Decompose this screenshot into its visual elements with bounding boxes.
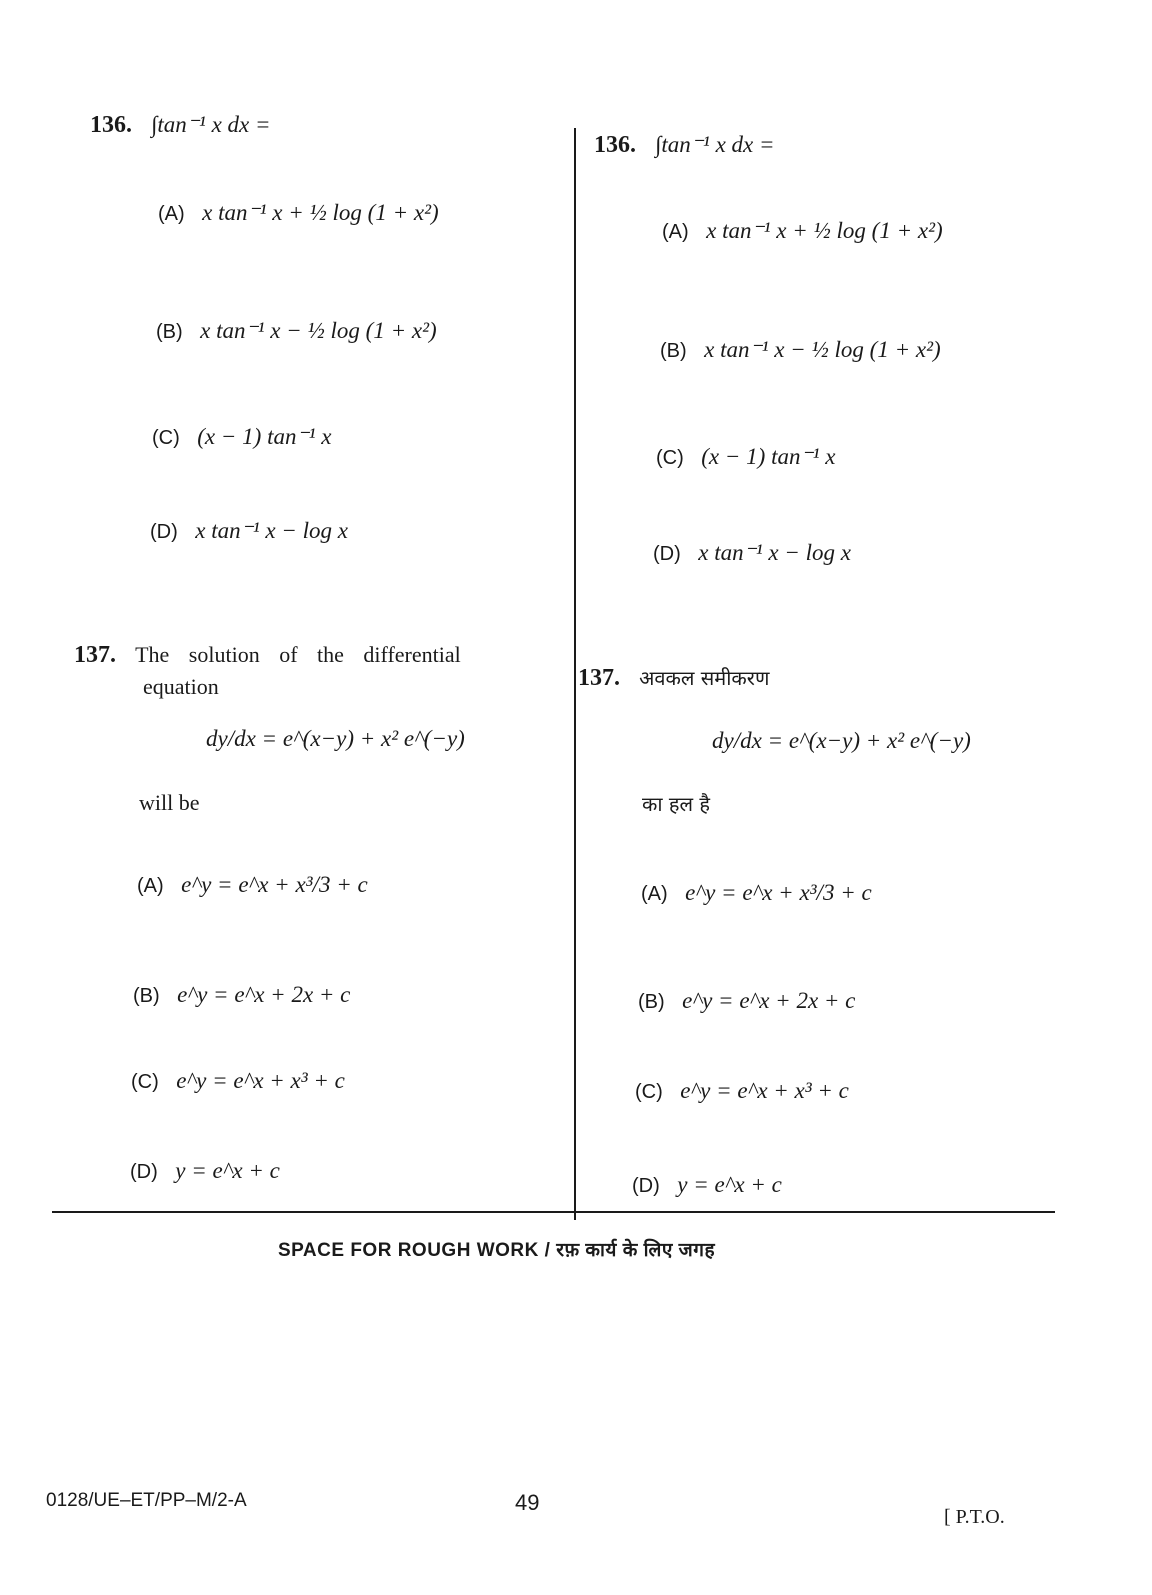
- question-number: 137.: [74, 642, 116, 668]
- option-label: (A): [662, 221, 689, 243]
- option-text: y = e^x + c: [175, 1158, 280, 1183]
- question-number: 137.: [578, 665, 620, 691]
- question-stem-tail: will be: [139, 790, 200, 815]
- option-label: (B): [638, 991, 665, 1013]
- question-stem: ∫tan⁻¹ x dx =: [655, 132, 775, 157]
- option-d-136-left: [150, 518, 348, 544]
- option-a-136-left: [158, 200, 439, 226]
- option-d-136-right: [653, 540, 851, 566]
- question-136-right: [594, 132, 775, 159]
- rough-work-rule: [52, 1211, 1055, 1213]
- question-137-left: [74, 642, 461, 669]
- option-a-137-left: [137, 872, 368, 898]
- option-text: e^y = e^x + x³/3 + c: [685, 880, 872, 905]
- option-a-137-right: [641, 880, 872, 906]
- question-136-left: [90, 112, 271, 139]
- option-text: x tan⁻¹ x − ½ log (1 + x²): [200, 318, 437, 343]
- option-text: (x − 1) tan⁻¹ x: [701, 444, 836, 469]
- option-d-137-left: [130, 1158, 280, 1184]
- option-a-136-right: [662, 218, 943, 244]
- option-text: y = e^x + c: [677, 1172, 782, 1197]
- question-number: 136.: [90, 112, 132, 138]
- option-d-137-right: [632, 1172, 782, 1198]
- question-stem-line2: equation: [143, 674, 219, 699]
- option-c-136-left: [152, 424, 331, 450]
- paper-code: 0128/UE–ET/PP–M/2-A: [46, 1490, 247, 1511]
- page-number: 49: [515, 1490, 540, 1515]
- differential-equation: dy/dx = e^(x−y) + x² e^(−y): [712, 728, 971, 753]
- option-label: (D): [150, 521, 178, 543]
- option-b-137-left: [133, 982, 350, 1008]
- option-c-137-right: [635, 1078, 849, 1104]
- option-c-137-left: [131, 1068, 345, 1094]
- rough-work-label: SPACE FOR ROUGH WORK / रफ़ कार्य के लिए जगह: [278, 1240, 716, 1261]
- option-label: (D): [632, 1175, 660, 1197]
- option-c-136-right: [656, 444, 835, 470]
- option-text: e^y = e^x + 2x + c: [177, 982, 351, 1007]
- option-text: e^y = e^x + 2x + c: [682, 988, 856, 1013]
- option-b-137-right: [638, 988, 855, 1014]
- question-stem-tail-hindi: का हल है: [642, 792, 711, 816]
- option-text: x tan⁻¹ x − ½ log (1 + x²): [704, 337, 941, 362]
- option-b-136-left: [156, 318, 437, 344]
- option-text: x tan⁻¹ x + ½ log (1 + x²): [202, 200, 439, 225]
- option-text: e^y = e^x + x³/3 + c: [181, 872, 368, 897]
- option-text: (x − 1) tan⁻¹ x: [197, 424, 332, 449]
- option-label: (A): [641, 883, 668, 905]
- option-label: (B): [133, 985, 160, 1007]
- question-stem: ∫tan⁻¹ x dx =: [151, 112, 271, 137]
- option-label: (C): [131, 1071, 159, 1093]
- pto-label: [ P.T.O.: [944, 1506, 1005, 1528]
- option-label: (A): [158, 203, 185, 225]
- question-stem-hindi: अवकल समीकरण: [639, 666, 770, 690]
- option-label: (C): [635, 1081, 663, 1103]
- question-number: 136.: [594, 132, 636, 158]
- option-text: x tan⁻¹ x + ½ log (1 + x²): [706, 218, 943, 243]
- option-label: (A): [137, 875, 164, 897]
- question-137-right: [578, 664, 769, 692]
- option-b-136-right: [660, 337, 941, 363]
- option-label: (C): [656, 447, 684, 469]
- option-label: (B): [156, 321, 183, 343]
- option-label: (C): [152, 427, 180, 449]
- question-stem-line1: The solution of the differential: [135, 642, 461, 667]
- option-label: (B): [660, 340, 687, 362]
- option-text: e^y = e^x + x³ + c: [176, 1068, 345, 1093]
- option-label: (D): [653, 543, 681, 565]
- option-text: x tan⁻¹ x − log x: [195, 518, 348, 543]
- differential-equation: dy/dx = e^(x−y) + x² e^(−y): [206, 726, 465, 751]
- column-divider: [574, 128, 576, 1220]
- option-text: e^y = e^x + x³ + c: [680, 1078, 849, 1103]
- option-label: (D): [130, 1161, 158, 1183]
- option-text: x tan⁻¹ x − log x: [698, 540, 851, 565]
